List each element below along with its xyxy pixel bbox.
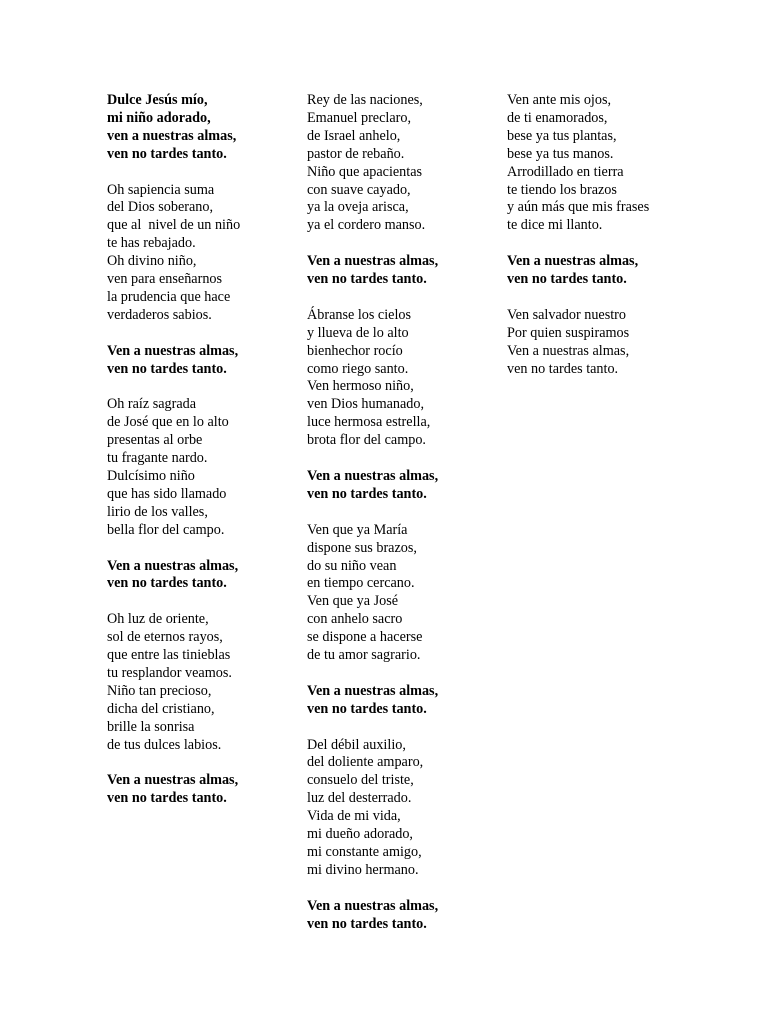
refrain-line: Ven a nuestras almas, (107, 772, 239, 789)
verse-line: y aún más que mis frases (507, 199, 650, 216)
verse-line: luce hermosa estrella, (307, 414, 431, 431)
refrain-line: ven no tardes tanto. (107, 790, 227, 807)
verse-line: dispone sus brazos, (307, 539, 417, 556)
verse-line: de José que en lo alto (107, 414, 229, 431)
refrain-stanza (307, 898, 497, 934)
verse-line: te tiendo los brazos (507, 181, 617, 198)
verse-line: y llueva de lo alto (307, 324, 409, 341)
verse-line: del doliente amparo, (307, 754, 424, 771)
verse-line: pastor de rebaño. (307, 145, 405, 162)
verse-line: bella flor del campo. (107, 521, 225, 538)
refrain-stanza (107, 343, 297, 379)
verse-stanza (307, 307, 497, 450)
verse-line: Oh sapiencia suma (107, 181, 215, 198)
verse-line: presentas al orbe (107, 432, 203, 449)
verse-line: Oh divino niño, (107, 253, 197, 270)
verse-line: Por quien suspiramos (507, 324, 630, 341)
verse-line: luz del desterrado. (307, 790, 412, 807)
verse-line: que al nivel de un niño (107, 217, 241, 234)
refrain-stanza (507, 253, 707, 289)
refrain-line: Dulce Jesús mío, (107, 92, 208, 108)
verse-line: Del débil auxilio, (307, 736, 406, 753)
verse-line: dicha del cristiano, (107, 700, 215, 717)
refrain-line: Ven a nuestras almas, (307, 682, 439, 699)
verse-line: brille la sonrisa (107, 718, 195, 735)
verse-line: Ven salvador nuestro (507, 306, 626, 323)
verse-line: que entre las tinieblas (107, 647, 231, 664)
verse-line: verdaderos sabios. (107, 306, 212, 323)
refrain-line: ven no tardes tanto. (307, 271, 427, 288)
poem-column-1 (107, 92, 297, 808)
verse-line: mi constante amigo, (307, 843, 422, 860)
verse-stanza (107, 396, 297, 539)
verse-line: Emanuel preclaro, (307, 109, 411, 126)
verse-line: Ven hermoso niño, (307, 378, 414, 395)
verse-line: bienhechor rocío (307, 342, 403, 359)
refrain-line: ven no tardes tanto. (507, 271, 627, 288)
refrain-line: ven no tardes tanto. (107, 360, 227, 377)
verse-line: Ven a nuestras almas, (507, 342, 630, 359)
verse-line: con suave cayado, (307, 181, 411, 198)
verse-line: tu resplandor veamos. (107, 664, 232, 681)
verse-line: de tus dulces labios. (107, 736, 222, 753)
refrain-stanza (307, 683, 497, 719)
verse-line: bese ya tus manos. (507, 145, 614, 162)
refrain-line: ven no tardes tanto. (107, 145, 227, 162)
verse-line: tu fragante nardo. (107, 450, 208, 467)
refrain-line: Ven a nuestras almas, (107, 557, 239, 574)
refrain-line: Ven a nuestras almas, (307, 467, 439, 484)
verse-line: sol de eternos rayos, (107, 629, 223, 646)
refrain-stanza (107, 772, 297, 808)
verse-stanza (507, 92, 707, 235)
verse-line: te dice mi llanto. (507, 217, 603, 234)
verse-line: Niño que apacientas (307, 163, 423, 180)
refrain-line: Ven a nuestras almas, (307, 253, 439, 270)
verse-line: te has rebajado. (107, 235, 196, 252)
verse-line: como riego santo. (307, 360, 409, 377)
verse-line: Ven ante mis ojos, (507, 92, 612, 108)
verse-line: Ábranse los cielos (307, 306, 412, 323)
verse-stanza (307, 92, 497, 235)
verse-line: mi divino hermano. (307, 861, 419, 878)
verse-line: la prudencia que hace (107, 288, 231, 305)
refrain-stanza (307, 468, 497, 504)
refrain-line: ven no tardes tanto. (307, 915, 427, 932)
verse-line: con anhelo sacro (307, 611, 403, 628)
verse-line: del Dios soberano, (107, 199, 213, 216)
refrain-stanza (107, 558, 297, 594)
refrain-line: ven no tardes tanto. (107, 575, 227, 592)
refrain-stanza (107, 92, 297, 164)
verse-line: lirio de los valles, (107, 503, 208, 520)
poem-column-3 (507, 92, 707, 378)
refrain-line: ven no tardes tanto. (307, 485, 427, 502)
verse-line: brota flor del campo. (307, 432, 426, 449)
verse-stanza (107, 182, 297, 325)
verse-line: que has sido llamado (107, 485, 227, 502)
verse-line: do su niño vean (307, 557, 397, 574)
verse-line: Ven que ya José (307, 593, 399, 610)
refrain-line: ven no tardes tanto. (307, 700, 427, 717)
refrain-stanza (307, 253, 497, 289)
verse-stanza (307, 522, 497, 665)
verse-line: de Israel anhelo, (307, 127, 401, 144)
verse-line: Rey de las naciones, (307, 92, 423, 108)
verse-line: Ven que ya María (307, 521, 408, 538)
verse-line: Arrodillado en tierra (507, 163, 624, 180)
verse-line: se dispone a hacerse (307, 629, 423, 646)
verse-line: Niño tan precioso, (107, 682, 212, 699)
verse-line: mi dueño adorado, (307, 826, 413, 843)
verse-line: consuelo del triste, (307, 772, 414, 789)
verse-line: de ti enamorados, (507, 109, 608, 126)
verse-stanza (507, 307, 707, 379)
verse-line: Vida de mi vida, (307, 808, 401, 825)
verse-line: ven no tardes tanto. (507, 360, 619, 377)
verse-stanza (307, 737, 497, 880)
poem-column-2 (307, 92, 497, 933)
verse-line: Dulcísimo niño (107, 467, 195, 484)
refrain-line: ven a nuestras almas, (107, 127, 237, 144)
verse-line: ya el cordero manso. (307, 217, 426, 234)
refrain-line: Ven a nuestras almas, (107, 342, 239, 359)
verse-line: ven Dios humanado, (307, 396, 425, 413)
verse-line: en tiempo cercano. (307, 575, 415, 592)
verse-line: de tu amor sagrario. (307, 647, 421, 664)
refrain-line: mi niño adorado, (107, 109, 211, 126)
verse-stanza (107, 611, 297, 754)
verse-line: bese ya tus plantas, (507, 127, 617, 144)
verse-line: Oh luz de oriente, (107, 611, 209, 628)
verse-line: ven para enseñarnos (107, 271, 223, 288)
verse-line: Oh raíz sagrada (107, 396, 197, 413)
refrain-line: Ven a nuestras almas, (307, 897, 439, 914)
verse-line: ya la oveja arisca, (307, 199, 409, 216)
refrain-line: Ven a nuestras almas, (507, 253, 639, 270)
